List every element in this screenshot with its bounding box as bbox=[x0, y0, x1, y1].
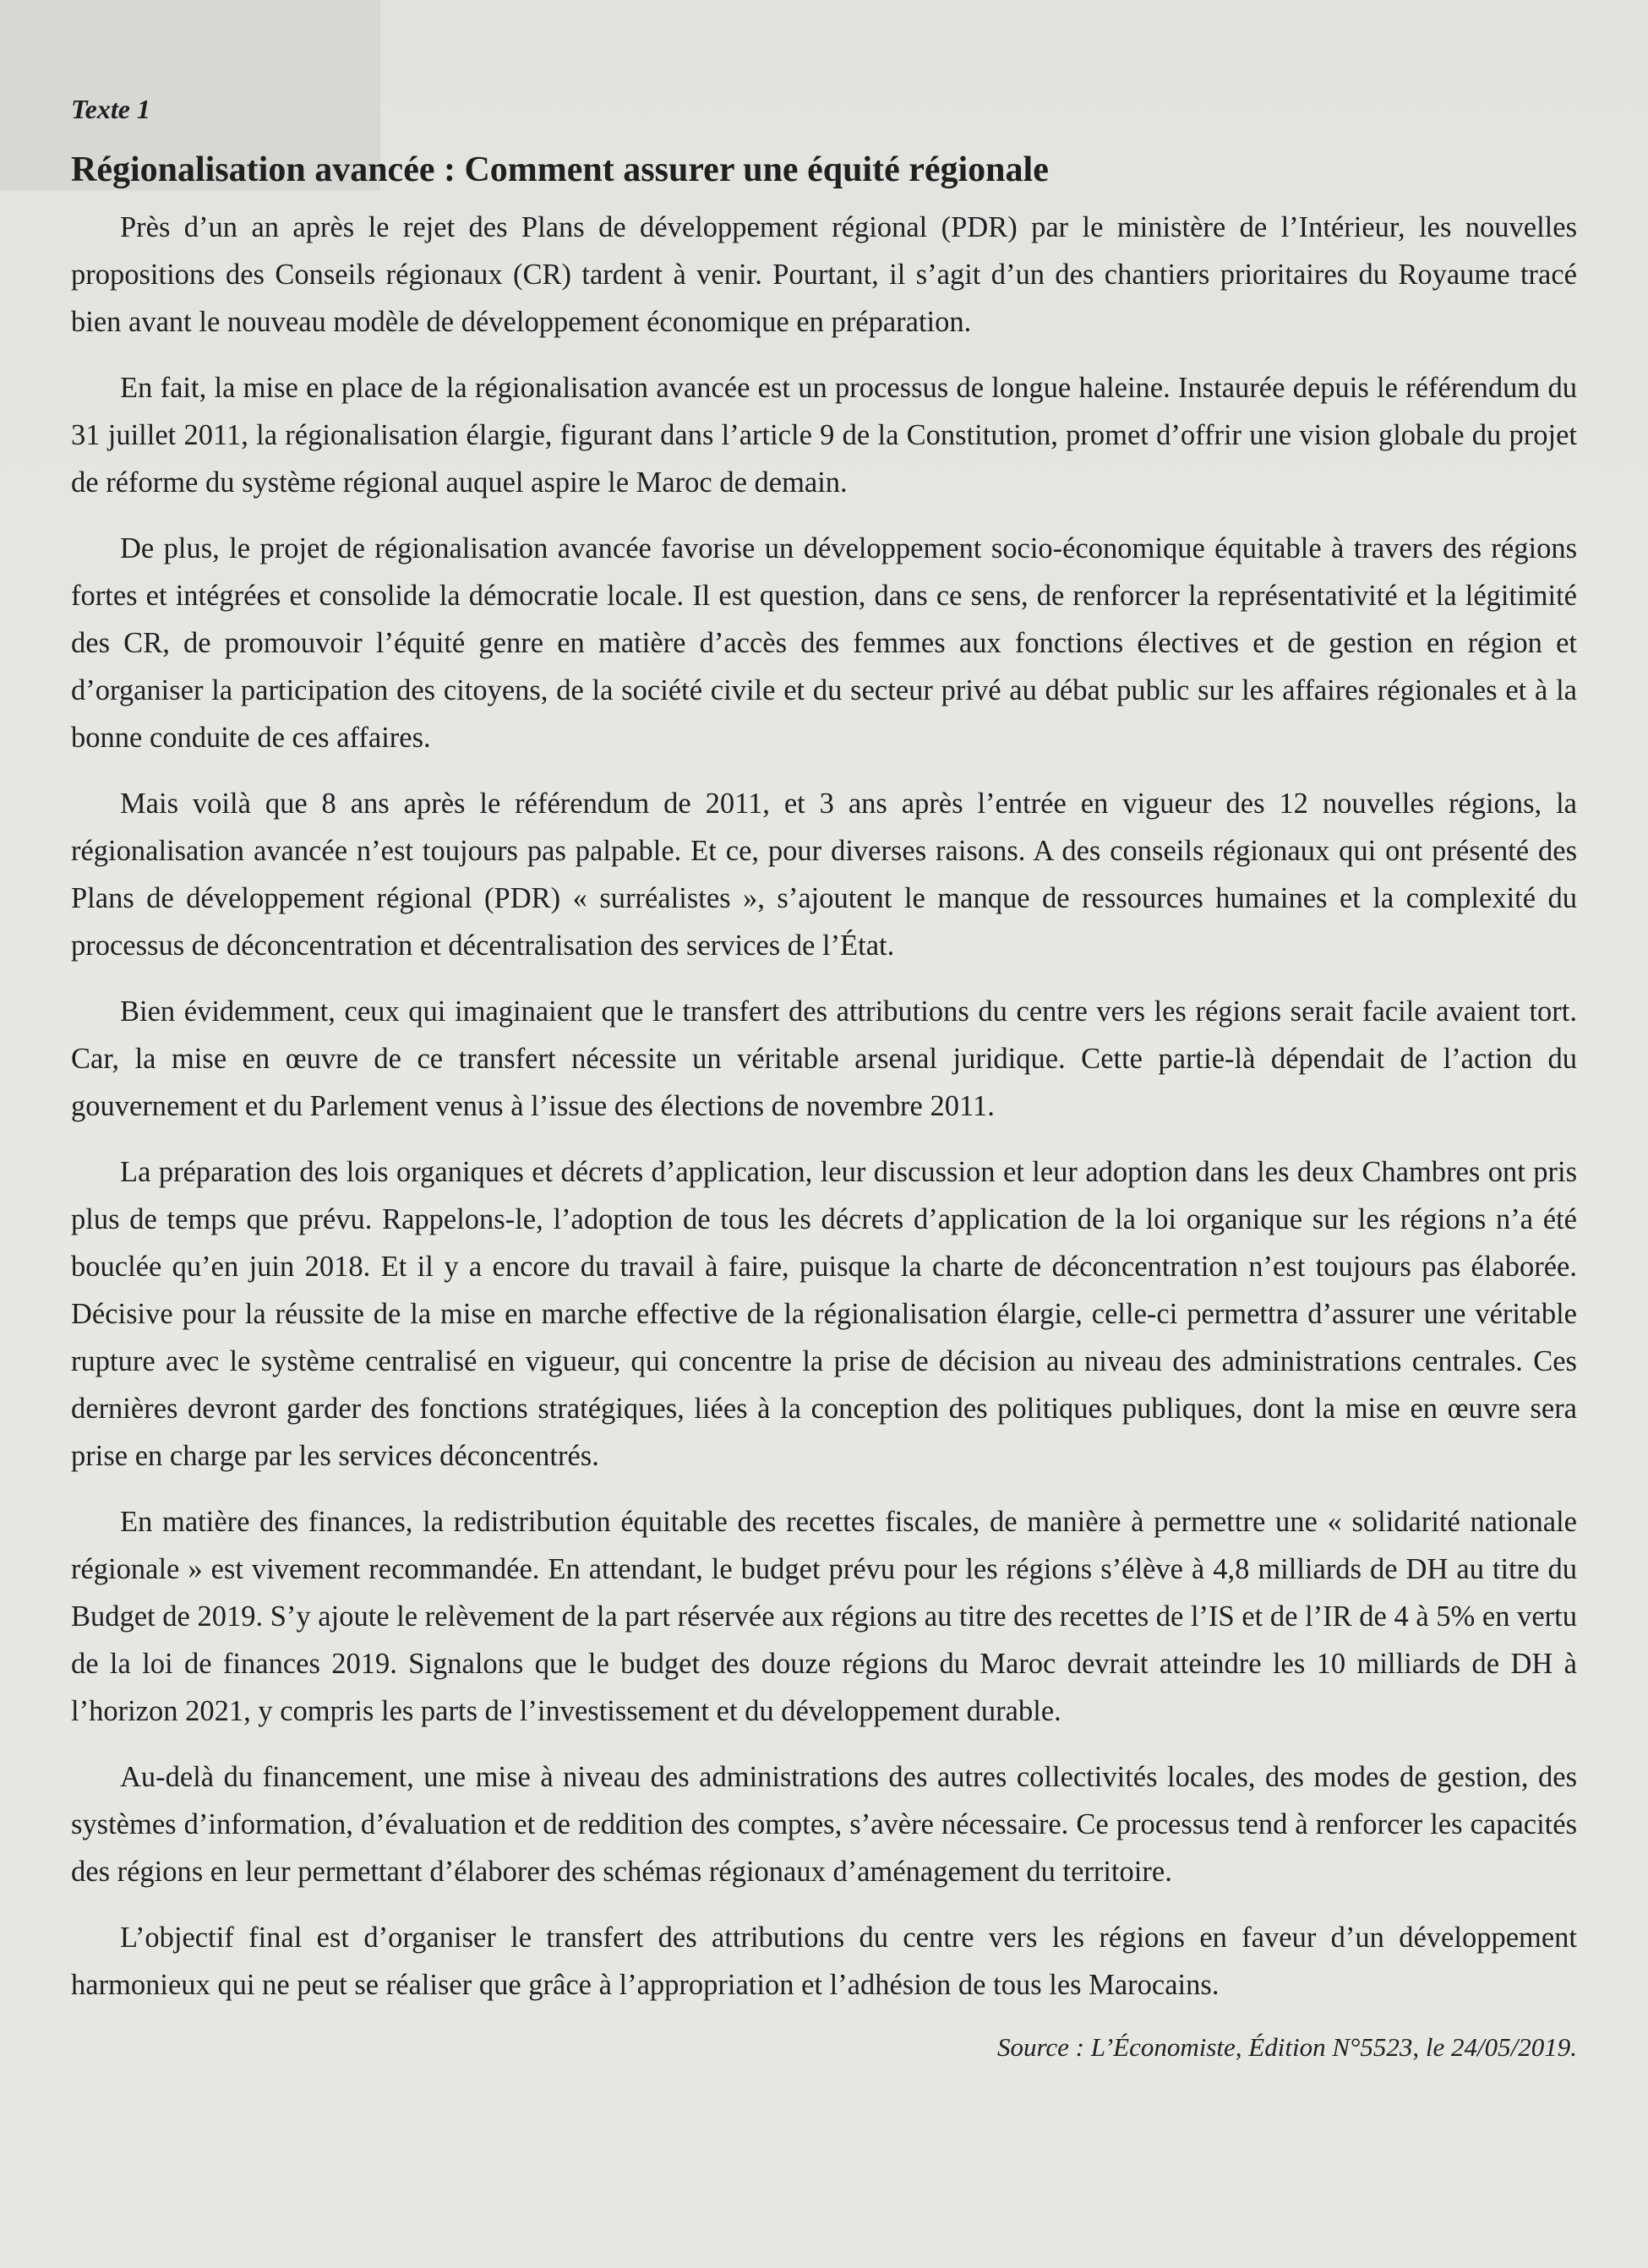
paragraph-7: En matière des finances, la redistribution équitable des recettes fiscales, de manière à permettre une « solidarité nationale régionale » est vivement recommandée. En attendant, le budget prévu pour les régions s’élève à 4,8 milliards de DH au titre du Budget de 2019. S’y ajoute le relèvement de la part réservée aux régions au titre des recettes de l’IS et de l’IR de 4 à 5% en vertu de la loi de finances 2019. Signalons que le budget des douze régions du Maroc devrait atteindre les 10 milliards de DH à l’horizon 2021, y compris les parts de l’investissement et du développement durable. bbox=[71, 1506, 1577, 1727]
paragraph-3: De plus, le projet de régionalisation avancée favorise un développement socio-économique équitable à travers des régions fortes et intégrées et consolide la démocratie locale. Il est question, dans ce sens, de renforcer la représentativité et la légitimité des CR, de promouvoir l’équité genre en matière d’accès des femmes aux fonctions électives et de gestion en région et d’organiser la participation des citoyens, de la société civile et du secteur privé au débat public sur les affaires régionales et à la bonne conduite de ces affaires. bbox=[71, 532, 1577, 754]
text-label: Texte 1 bbox=[71, 94, 150, 124]
paragraph-4: Mais voilà que 8 ans après le référendum de 2011, et 3 ans après l’entrée en vigueur des 12 nouvelles régions, la régionalisation avancée n’est toujours pas palpable. Et ce, pour diverses raisons. A des conseils régionaux qui ont présenté des Plans de développement régional (PDR) « surréalistes », s’ajoutent le manque de ressources humaines et la complexité du processus de déconcentration et décentralisation des services de l’État. bbox=[71, 788, 1577, 962]
paragraph-5: Bien évidemment, ceux qui imaginaient que le transfert des attributions du centre vers les régions serait facile avaient tort. Car, la mise en œuvre de ce transfert nécessite un véritable arsenal juridique. Cette partie-là dépendait de l’action du gouvernement et du Parlement venus à l’issue des élections de novembre 2011. bbox=[71, 995, 1577, 1122]
source-citation: Source : L’Économiste, Édition N°5523, le 24/05/2019. bbox=[997, 2032, 1577, 2062]
paragraph-2: En fait, la mise en place de la régionalisation avancée est un processus de longue haleine. Instaurée depuis le référendum du 31 juillet 2011, la régionalisation élargie, figurant dans l’article 9 de la Constitution, promet d’offrir une vision globale du projet de réforme du système régional auquel aspire le Maroc de demain. bbox=[71, 372, 1577, 499]
document-content bbox=[71, 89, 1577, 2068]
paragraph-9: L’objectif final est d’organiser le transfert des attributions du centre vers les régions en faveur d’un développement harmonieux qui ne peut se réaliser que grâce à l’appropriation et l’adhésion de tous les Marocains. bbox=[71, 1922, 1577, 2001]
article-title: Régionalisation avancée : Comment assurer une équité régionale bbox=[71, 150, 1049, 189]
paragraph-8: Au-delà du financement, une mise à niveau des administrations des autres collectivités locales, des modes de gestion, des systèmes d’information, d’évaluation et de reddition des comptes, s’avère nécessaire. Ce processus tend à renforcer les capacités des régions en leur permettant d’élaborer des schémas régionaux d’aménagement du territoire. bbox=[71, 1761, 1577, 1888]
paragraph-6: La préparation des lois organiques et décrets d’application, leur discussion et leur adoption dans les deux Chambres ont pris plus de temps que prévu. Rappelons-le, l’adoption de tous les décrets d’application de la loi organique sur les régions n’a été bouclée qu’en juin 2018. Et il y a encore du travail à faire, puisque la charte de déconcentration n’est toujours pas élaborée. Décisive pour la réussite de la mise en marche effective de la régionalisation élargie, celle-ci permettra d’assurer une véritable rupture avec le système centralisé en vigueur, qui concentre la prise de décision au niveau des administrations centrales. Ces dernières devront garder des fonctions stratégiques, liées à la conception des politiques publiques, dont la mise en œuvre sera prise en charge par les services déconcentrés. bbox=[71, 1156, 1577, 1472]
paragraph-1: Près d’un an après le rejet des Plans de développement régional (PDR) par le ministère de l’Intérieur, les nouvelles propositions des Conseils régionaux (CR) tardent à venir. Pourtant, il s’agit d’un des chantiers prioritaires du Royaume tracé bien avant le nouveau modèle de développement économique en préparation. bbox=[71, 211, 1577, 338]
